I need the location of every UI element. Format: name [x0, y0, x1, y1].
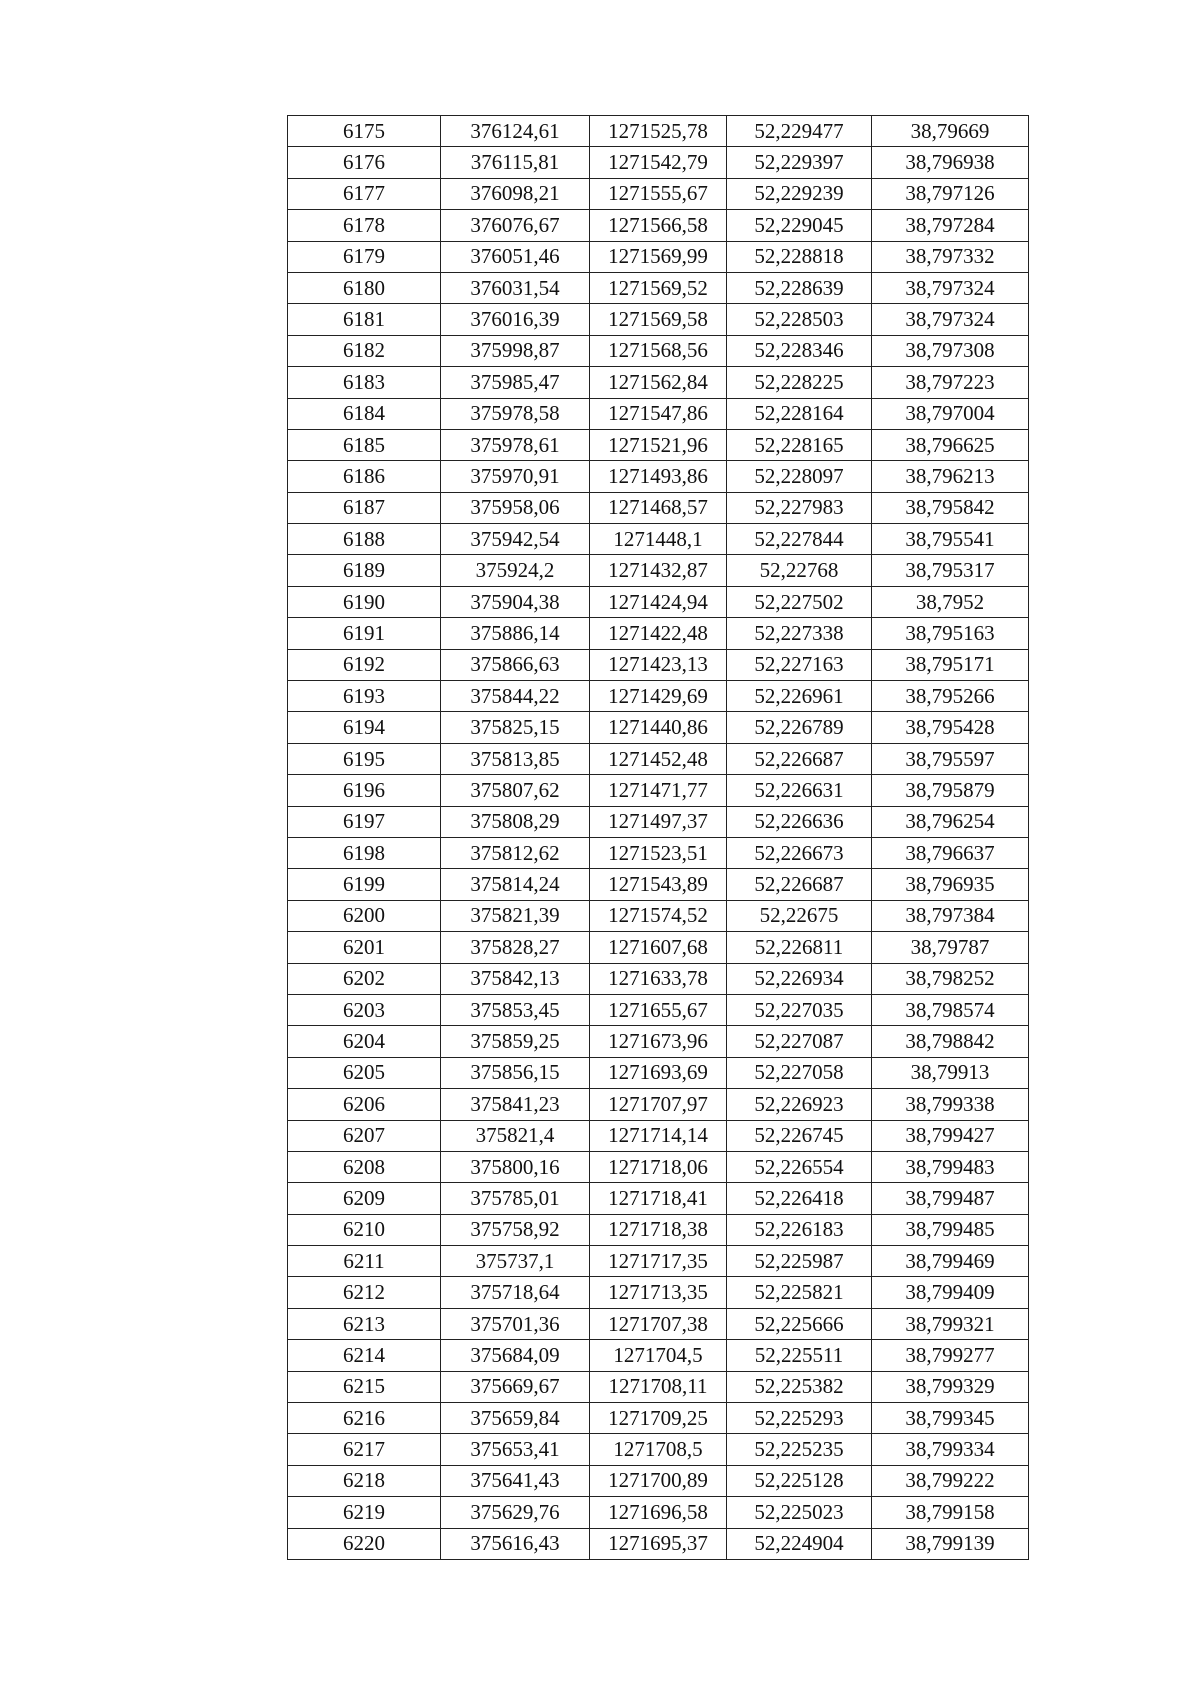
table-row: [288, 963, 1029, 994]
longitude-cell: 38,799158: [872, 1497, 1029, 1528]
latitude-cell: 52,228346: [727, 335, 872, 366]
latitude-cell: 52,229477: [727, 116, 872, 147]
point-number-cell: 6203: [288, 994, 441, 1025]
point-number-cell: 6180: [288, 272, 441, 303]
longitude-cell: 38,799321: [872, 1308, 1029, 1339]
latitude-cell: 52,225666: [727, 1308, 872, 1339]
latitude-cell: 52,224904: [727, 1528, 872, 1559]
longitude-cell: 38,795317: [872, 555, 1029, 586]
y-coordinate-cell: 1271655,67: [590, 994, 727, 1025]
point-number-cell: 6215: [288, 1371, 441, 1402]
x-coordinate-cell: 375807,62: [441, 775, 590, 806]
point-number-cell: 6205: [288, 1057, 441, 1088]
point-number-cell: 6198: [288, 837, 441, 868]
y-coordinate-cell: 1271693,69: [590, 1057, 727, 1088]
point-number-cell: 6208: [288, 1151, 441, 1182]
longitude-cell: 38,796625: [872, 429, 1029, 460]
x-coordinate-cell: 375856,15: [441, 1057, 590, 1088]
longitude-cell: 38,799329: [872, 1371, 1029, 1402]
x-coordinate-cell: 375653,41: [441, 1434, 590, 1465]
table-row: [288, 1340, 1029, 1371]
point-number-cell: 6217: [288, 1434, 441, 1465]
point-number-cell: 6188: [288, 524, 441, 555]
x-coordinate-cell: 375828,27: [441, 932, 590, 963]
x-coordinate-cell: 376115,81: [441, 147, 590, 178]
y-coordinate-cell: 1271440,86: [590, 712, 727, 743]
table-row: [288, 1246, 1029, 1277]
latitude-cell: 52,226961: [727, 681, 872, 712]
latitude-cell: 52,226745: [727, 1120, 872, 1151]
point-number-cell: 6204: [288, 1026, 441, 1057]
point-number-cell: 6189: [288, 555, 441, 586]
table-row: [288, 398, 1029, 429]
x-coordinate-cell: 376098,21: [441, 178, 590, 209]
point-number-cell: 6195: [288, 743, 441, 774]
x-coordinate-cell: 375641,43: [441, 1465, 590, 1496]
point-number-cell: 6213: [288, 1308, 441, 1339]
longitude-cell: 38,795879: [872, 775, 1029, 806]
table-row: [288, 1308, 1029, 1339]
table-row: [288, 649, 1029, 680]
point-number-cell: 6216: [288, 1403, 441, 1434]
x-coordinate-cell: 375812,62: [441, 837, 590, 868]
x-coordinate-cell: 375808,29: [441, 806, 590, 837]
point-number-cell: 6211: [288, 1246, 441, 1277]
longitude-cell: 38,799222: [872, 1465, 1029, 1496]
y-coordinate-cell: 1271422,48: [590, 618, 727, 649]
y-coordinate-cell: 1271717,35: [590, 1246, 727, 1277]
x-coordinate-cell: 376124,61: [441, 116, 590, 147]
latitude-cell: 52,228164: [727, 398, 872, 429]
latitude-cell: 52,22768: [727, 555, 872, 586]
longitude-cell: 38,796938: [872, 147, 1029, 178]
longitude-cell: 38,799469: [872, 1246, 1029, 1277]
y-coordinate-cell: 1271709,25: [590, 1403, 727, 1434]
table-row: [288, 1434, 1029, 1465]
latitude-cell: 52,225023: [727, 1497, 872, 1528]
x-coordinate-cell: 375924,2: [441, 555, 590, 586]
latitude-cell: 52,225511: [727, 1340, 872, 1371]
table-row: [288, 1403, 1029, 1434]
table-row: [288, 555, 1029, 586]
latitude-cell: 52,229397: [727, 147, 872, 178]
table-row: [288, 994, 1029, 1025]
table-row: [288, 147, 1029, 178]
longitude-cell: 38,796637: [872, 837, 1029, 868]
table-row: [288, 335, 1029, 366]
latitude-cell: 52,226687: [727, 743, 872, 774]
longitude-cell: 38,795428: [872, 712, 1029, 743]
point-number-cell: 6214: [288, 1340, 441, 1371]
point-number-cell: 6200: [288, 900, 441, 931]
latitude-cell: 52,227502: [727, 586, 872, 617]
y-coordinate-cell: 1271566,58: [590, 210, 727, 241]
latitude-cell: 52,228165: [727, 429, 872, 460]
table-row: [288, 429, 1029, 460]
y-coordinate-cell: 1271568,56: [590, 335, 727, 366]
latitude-cell: 52,227058: [727, 1057, 872, 1088]
table-row: [288, 367, 1029, 398]
x-coordinate-cell: 376076,67: [441, 210, 590, 241]
longitude-cell: 38,795163: [872, 618, 1029, 649]
x-coordinate-cell: 376031,54: [441, 272, 590, 303]
point-number-cell: 6179: [288, 241, 441, 272]
longitude-cell: 38,795541: [872, 524, 1029, 555]
point-number-cell: 6186: [288, 461, 441, 492]
point-number-cell: 6212: [288, 1277, 441, 1308]
longitude-cell: 38,799345: [872, 1403, 1029, 1434]
x-coordinate-cell: 375821,4: [441, 1120, 590, 1151]
table-row: [288, 304, 1029, 335]
x-coordinate-cell: 376016,39: [441, 304, 590, 335]
point-number-cell: 6187: [288, 492, 441, 523]
latitude-cell: 52,22675: [727, 900, 872, 931]
latitude-cell: 52,227087: [727, 1026, 872, 1057]
y-coordinate-cell: 1271707,97: [590, 1089, 727, 1120]
point-number-cell: 6196: [288, 775, 441, 806]
latitude-cell: 52,229045: [727, 210, 872, 241]
x-coordinate-cell: 375659,84: [441, 1403, 590, 1434]
longitude-cell: 38,799427: [872, 1120, 1029, 1151]
table-row: [288, 1465, 1029, 1496]
x-coordinate-cell: 375737,1: [441, 1246, 590, 1277]
longitude-cell: 38,795597: [872, 743, 1029, 774]
y-coordinate-cell: 1271718,38: [590, 1214, 727, 1245]
latitude-cell: 52,228639: [727, 272, 872, 303]
point-number-cell: 6220: [288, 1528, 441, 1559]
y-coordinate-cell: 1271633,78: [590, 963, 727, 994]
x-coordinate-cell: 375758,92: [441, 1214, 590, 1245]
y-coordinate-cell: 1271432,87: [590, 555, 727, 586]
latitude-cell: 52,227844: [727, 524, 872, 555]
latitude-cell: 52,226554: [727, 1151, 872, 1182]
longitude-cell: 38,798574: [872, 994, 1029, 1025]
latitude-cell: 52,226811: [727, 932, 872, 963]
x-coordinate-cell: 375985,47: [441, 367, 590, 398]
point-number-cell: 6206: [288, 1089, 441, 1120]
latitude-cell: 52,227983: [727, 492, 872, 523]
longitude-cell: 38,7952: [872, 586, 1029, 617]
y-coordinate-cell: 1271429,69: [590, 681, 727, 712]
y-coordinate-cell: 1271569,99: [590, 241, 727, 272]
x-coordinate-cell: 375821,39: [441, 900, 590, 931]
x-coordinate-cell: 375842,13: [441, 963, 590, 994]
x-coordinate-cell: 375813,85: [441, 743, 590, 774]
table-row: [288, 932, 1029, 963]
table-row: [288, 1497, 1029, 1528]
point-number-cell: 6176: [288, 147, 441, 178]
y-coordinate-cell: 1271569,52: [590, 272, 727, 303]
longitude-cell: 38,799338: [872, 1089, 1029, 1120]
x-coordinate-cell: 375859,25: [441, 1026, 590, 1057]
latitude-cell: 52,226183: [727, 1214, 872, 1245]
table-row: [288, 837, 1029, 868]
longitude-cell: 38,797308: [872, 335, 1029, 366]
longitude-cell: 38,799139: [872, 1528, 1029, 1559]
latitude-cell: 52,226934: [727, 963, 872, 994]
y-coordinate-cell: 1271569,58: [590, 304, 727, 335]
latitude-cell: 52,228818: [727, 241, 872, 272]
table-row: [288, 272, 1029, 303]
longitude-cell: 38,797384: [872, 900, 1029, 931]
table-row: [288, 1057, 1029, 1088]
y-coordinate-cell: 1271700,89: [590, 1465, 727, 1496]
y-coordinate-cell: 1271423,13: [590, 649, 727, 680]
y-coordinate-cell: 1271574,52: [590, 900, 727, 931]
longitude-cell: 38,79787: [872, 932, 1029, 963]
point-number-cell: 6185: [288, 429, 441, 460]
longitude-cell: 38,798252: [872, 963, 1029, 994]
x-coordinate-cell: 375844,22: [441, 681, 590, 712]
table-row: [288, 1026, 1029, 1057]
point-number-cell: 6202: [288, 963, 441, 994]
x-coordinate-cell: 375853,45: [441, 994, 590, 1025]
point-number-cell: 6199: [288, 869, 441, 900]
longitude-cell: 38,79913: [872, 1057, 1029, 1088]
table-row: [288, 806, 1029, 837]
x-coordinate-cell: 375629,76: [441, 1497, 590, 1528]
y-coordinate-cell: 1271607,68: [590, 932, 727, 963]
table-row: [288, 743, 1029, 774]
point-number-cell: 6175: [288, 116, 441, 147]
y-coordinate-cell: 1271525,78: [590, 116, 727, 147]
table-row: [288, 1151, 1029, 1182]
coordinates-table: [287, 115, 1029, 1560]
point-number-cell: 6201: [288, 932, 441, 963]
point-number-cell: 6183: [288, 367, 441, 398]
table-row: [288, 1371, 1029, 1402]
longitude-cell: 38,797126: [872, 178, 1029, 209]
y-coordinate-cell: 1271673,96: [590, 1026, 727, 1057]
point-number-cell: 6191: [288, 618, 441, 649]
y-coordinate-cell: 1271714,14: [590, 1120, 727, 1151]
y-coordinate-cell: 1271708,11: [590, 1371, 727, 1402]
table-row: [288, 461, 1029, 492]
y-coordinate-cell: 1271523,51: [590, 837, 727, 868]
y-coordinate-cell: 1271713,35: [590, 1277, 727, 1308]
table-row: [288, 241, 1029, 272]
latitude-cell: 52,229239: [727, 178, 872, 209]
latitude-cell: 52,225128: [727, 1465, 872, 1496]
y-coordinate-cell: 1271542,79: [590, 147, 727, 178]
y-coordinate-cell: 1271704,5: [590, 1340, 727, 1371]
x-coordinate-cell: 375841,23: [441, 1089, 590, 1120]
y-coordinate-cell: 1271695,37: [590, 1528, 727, 1559]
x-coordinate-cell: 375616,43: [441, 1528, 590, 1559]
table-row: [288, 869, 1029, 900]
point-number-cell: 6210: [288, 1214, 441, 1245]
point-number-cell: 6178: [288, 210, 441, 241]
point-number-cell: 6194: [288, 712, 441, 743]
latitude-cell: 52,228503: [727, 304, 872, 335]
longitude-cell: 38,797284: [872, 210, 1029, 241]
longitude-cell: 38,797332: [872, 241, 1029, 272]
x-coordinate-cell: 375904,38: [441, 586, 590, 617]
x-coordinate-cell: 375886,14: [441, 618, 590, 649]
latitude-cell: 52,225821: [727, 1277, 872, 1308]
longitude-cell: 38,795171: [872, 649, 1029, 680]
y-coordinate-cell: 1271547,86: [590, 398, 727, 429]
point-number-cell: 6177: [288, 178, 441, 209]
point-number-cell: 6219: [288, 1497, 441, 1528]
longitude-cell: 38,797004: [872, 398, 1029, 429]
table-row: [288, 1277, 1029, 1308]
x-coordinate-cell: 375669,67: [441, 1371, 590, 1402]
y-coordinate-cell: 1271707,38: [590, 1308, 727, 1339]
table-row: [288, 1528, 1029, 1559]
y-coordinate-cell: 1271471,77: [590, 775, 727, 806]
y-coordinate-cell: 1271521,96: [590, 429, 727, 460]
table-row: [288, 712, 1029, 743]
latitude-cell: 52,226631: [727, 775, 872, 806]
table-row: [288, 116, 1029, 147]
longitude-cell: 38,799277: [872, 1340, 1029, 1371]
x-coordinate-cell: 375684,09: [441, 1340, 590, 1371]
table-row: [288, 178, 1029, 209]
point-number-cell: 6197: [288, 806, 441, 837]
x-coordinate-cell: 376051,46: [441, 241, 590, 272]
point-number-cell: 6182: [288, 335, 441, 366]
coordinates-table-body: [288, 116, 1029, 1560]
longitude-cell: 38,796254: [872, 806, 1029, 837]
point-number-cell: 6193: [288, 681, 441, 712]
point-number-cell: 6207: [288, 1120, 441, 1151]
longitude-cell: 38,799487: [872, 1183, 1029, 1214]
longitude-cell: 38,797324: [872, 304, 1029, 335]
latitude-cell: 52,226673: [727, 837, 872, 868]
latitude-cell: 52,228225: [727, 367, 872, 398]
y-coordinate-cell: 1271424,94: [590, 586, 727, 617]
longitude-cell: 38,796935: [872, 869, 1029, 900]
longitude-cell: 38,797223: [872, 367, 1029, 398]
longitude-cell: 38,799334: [872, 1434, 1029, 1465]
y-coordinate-cell: 1271555,67: [590, 178, 727, 209]
longitude-cell: 38,799485: [872, 1214, 1029, 1245]
x-coordinate-cell: 375998,87: [441, 335, 590, 366]
x-coordinate-cell: 375978,61: [441, 429, 590, 460]
y-coordinate-cell: 1271718,41: [590, 1183, 727, 1214]
x-coordinate-cell: 375701,36: [441, 1308, 590, 1339]
y-coordinate-cell: 1271708,5: [590, 1434, 727, 1465]
table-row: [288, 900, 1029, 931]
latitude-cell: 52,226636: [727, 806, 872, 837]
latitude-cell: 52,226418: [727, 1183, 872, 1214]
y-coordinate-cell: 1271543,89: [590, 869, 727, 900]
table-row: [288, 524, 1029, 555]
longitude-cell: 38,79669: [872, 116, 1029, 147]
x-coordinate-cell: 375970,91: [441, 461, 590, 492]
x-coordinate-cell: 375718,64: [441, 1277, 590, 1308]
longitude-cell: 38,798842: [872, 1026, 1029, 1057]
x-coordinate-cell: 375978,58: [441, 398, 590, 429]
x-coordinate-cell: 375958,06: [441, 492, 590, 523]
table-row: [288, 1089, 1029, 1120]
latitude-cell: 52,225987: [727, 1246, 872, 1277]
point-number-cell: 6184: [288, 398, 441, 429]
latitude-cell: 52,227035: [727, 994, 872, 1025]
latitude-cell: 52,226923: [727, 1089, 872, 1120]
latitude-cell: 52,227163: [727, 649, 872, 680]
y-coordinate-cell: 1271448,1: [590, 524, 727, 555]
point-number-cell: 6192: [288, 649, 441, 680]
latitude-cell: 52,227338: [727, 618, 872, 649]
table-row: [288, 210, 1029, 241]
x-coordinate-cell: 375814,24: [441, 869, 590, 900]
y-coordinate-cell: 1271696,58: [590, 1497, 727, 1528]
latitude-cell: 52,225235: [727, 1434, 872, 1465]
y-coordinate-cell: 1271452,48: [590, 743, 727, 774]
table-row: [288, 492, 1029, 523]
point-number-cell: 6181: [288, 304, 441, 335]
latitude-cell: 52,226789: [727, 712, 872, 743]
latitude-cell: 52,225382: [727, 1371, 872, 1402]
point-number-cell: 6190: [288, 586, 441, 617]
x-coordinate-cell: 375866,63: [441, 649, 590, 680]
y-coordinate-cell: 1271468,57: [590, 492, 727, 523]
y-coordinate-cell: 1271718,06: [590, 1151, 727, 1182]
x-coordinate-cell: 375785,01: [441, 1183, 590, 1214]
latitude-cell: 52,225293: [727, 1403, 872, 1434]
table-row: [288, 1120, 1029, 1151]
table-row: [288, 586, 1029, 617]
table-row: [288, 618, 1029, 649]
table-row: [288, 1183, 1029, 1214]
longitude-cell: 38,799483: [872, 1151, 1029, 1182]
x-coordinate-cell: 375825,15: [441, 712, 590, 743]
longitude-cell: 38,796213: [872, 461, 1029, 492]
x-coordinate-cell: 375942,54: [441, 524, 590, 555]
longitude-cell: 38,795266: [872, 681, 1029, 712]
y-coordinate-cell: 1271562,84: [590, 367, 727, 398]
point-number-cell: 6218: [288, 1465, 441, 1496]
x-coordinate-cell: 375800,16: [441, 1151, 590, 1182]
latitude-cell: 52,226687: [727, 869, 872, 900]
table-row: [288, 681, 1029, 712]
longitude-cell: 38,795842: [872, 492, 1029, 523]
y-coordinate-cell: 1271497,37: [590, 806, 727, 837]
latitude-cell: 52,228097: [727, 461, 872, 492]
longitude-cell: 38,797324: [872, 272, 1029, 303]
y-coordinate-cell: 1271493,86: [590, 461, 727, 492]
point-number-cell: 6209: [288, 1183, 441, 1214]
longitude-cell: 38,799409: [872, 1277, 1029, 1308]
table-row: [288, 1214, 1029, 1245]
table-row: [288, 775, 1029, 806]
